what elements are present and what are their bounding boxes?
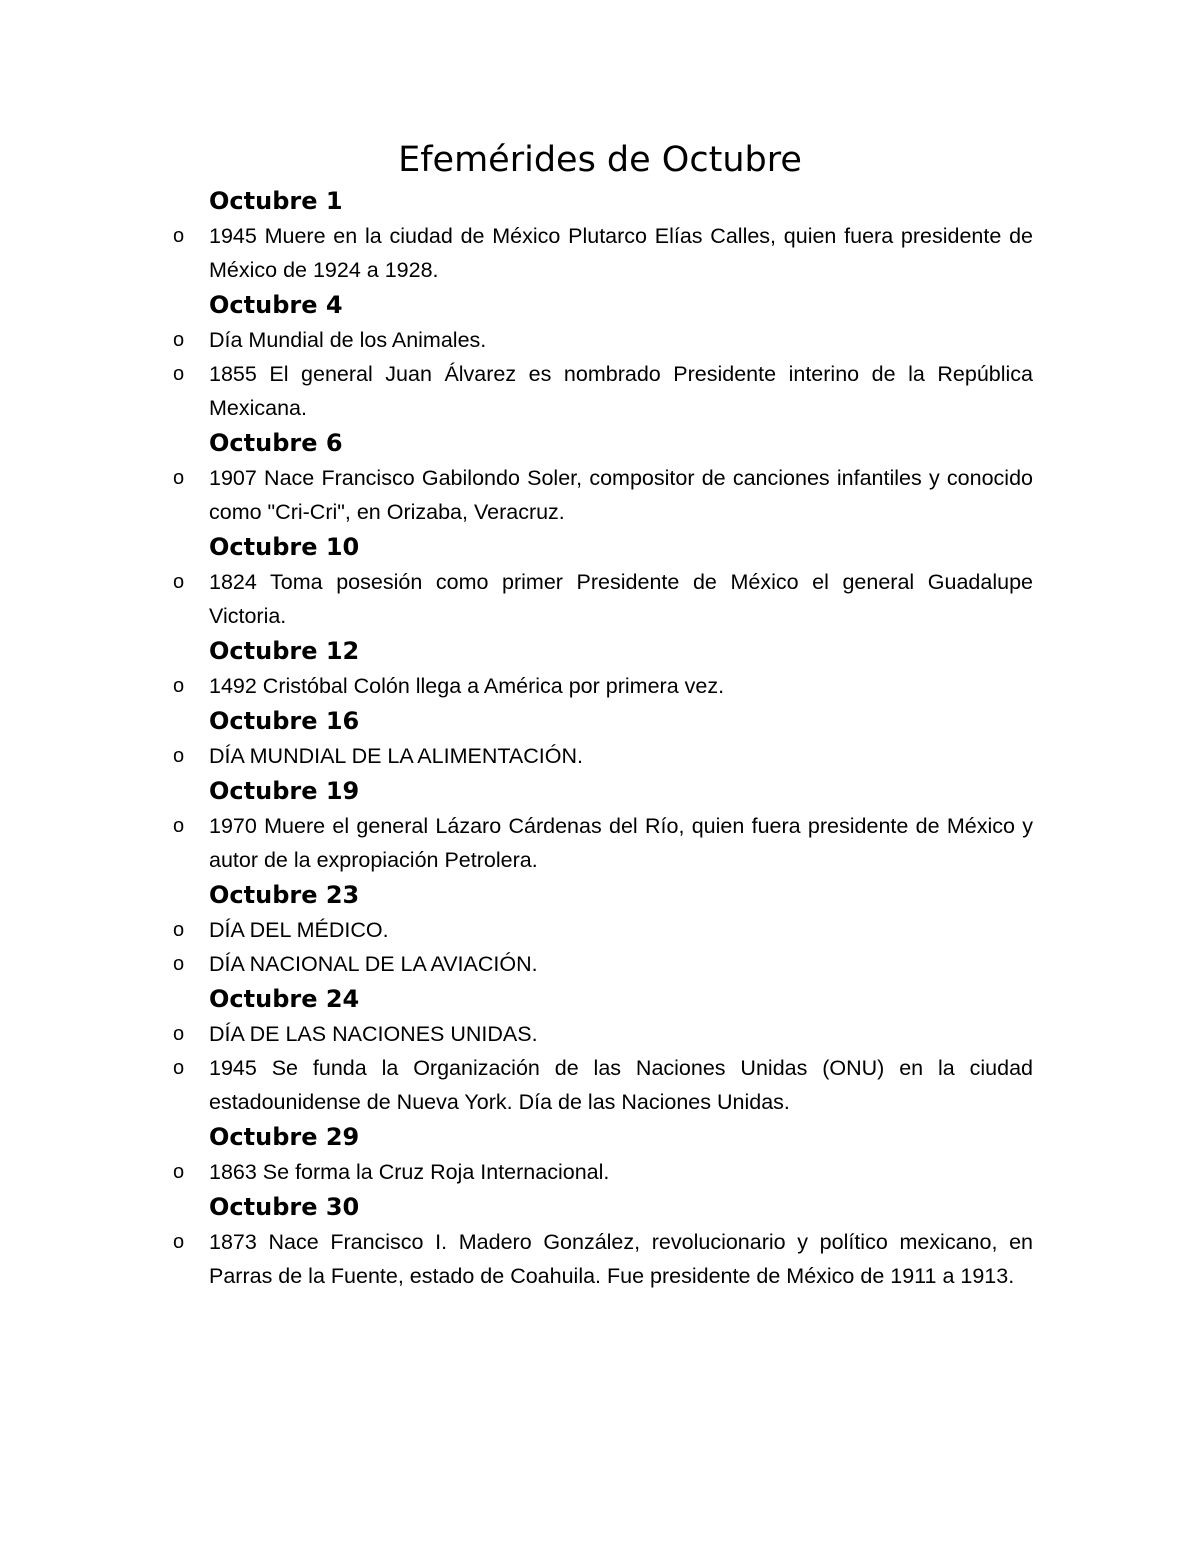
date-section (169, 1189, 1033, 1293)
list-item-text: 1970 Muere el general Lázaro Cárdenas del Río, quien fuera presidente de México y autor de la expropiación Petrolera. (209, 814, 1033, 872)
bullet-icon: o (173, 329, 185, 351)
date-section (169, 633, 1033, 703)
date-section (169, 287, 1033, 425)
list-item-text: DÍA DEL MÉDICO. (209, 918, 389, 942)
list-item-text: Día Mundial de los Animales. (209, 328, 487, 352)
date-section (169, 529, 1033, 633)
date-section (169, 703, 1033, 773)
list-item (169, 947, 1033, 981)
list-item (169, 809, 1033, 877)
bullet-icon: o (173, 815, 185, 837)
list-item-text: 1907 Nace Francisco Gabilondo Soler, compositor de canciones infantiles y conocido como "Cri-Cri", en Orizaba, Veracruz. (209, 466, 1033, 524)
list-item (169, 323, 1033, 357)
ephemerides-list (169, 183, 1033, 1293)
bullet-icon: o (173, 745, 185, 767)
bullet-icon: o (173, 1023, 185, 1045)
list-item (169, 461, 1033, 529)
list-item-text: 1945 Muere en la ciudad de México Plutarco Elías Calles, quien fuera presidente de México de 1924 a 1928. (209, 224, 1033, 282)
list-item-text: 1492 Cristóbal Colón llega a América por primera vez. (209, 674, 725, 698)
bullet-icon: o (173, 1057, 185, 1079)
list-item (169, 1225, 1033, 1293)
list-item-text: 1945 Se funda la Organización de las Naciones Unidas (ONU) en la ciudad estadounidense de Nueva York. Día de las Naciones Unidas. (209, 1056, 1033, 1114)
list-item-text: 1863 Se forma la Cruz Roja Internacional. (209, 1160, 610, 1184)
date-heading: Octubre 6 (209, 429, 343, 457)
date-heading: Octubre 4 (209, 291, 343, 319)
list-item (169, 357, 1033, 425)
list-item (169, 1051, 1033, 1119)
date-section (169, 425, 1033, 529)
date-heading: Octubre 16 (209, 707, 360, 735)
list-item (169, 219, 1033, 287)
bullet-icon: o (173, 363, 185, 385)
date-section (169, 1119, 1033, 1189)
list-item-text: DÍA NACIONAL DE LA AVIACIÓN. (209, 952, 538, 976)
list-item (169, 913, 1033, 947)
list-item-text: 1824 Toma posesión como primer Presidente de México el general Guadalupe Victoria. (209, 570, 1033, 628)
list-item-text: DÍA MUNDIAL DE LA ALIMENTACIÓN. (209, 744, 583, 768)
bullet-icon: o (173, 225, 185, 247)
bullet-icon: o (173, 1161, 185, 1183)
list-item (169, 1017, 1033, 1051)
date-heading: Octubre 29 (209, 1123, 360, 1151)
date-heading: Octubre 12 (209, 637, 360, 665)
bullet-icon: o (173, 1231, 185, 1253)
list-item-text: DÍA DE LAS NACIONES UNIDAS. (209, 1022, 538, 1046)
date-heading: Octubre 24 (209, 985, 360, 1013)
date-heading: Octubre 10 (209, 533, 360, 561)
page-title: Efemérides de Octubre (398, 140, 802, 180)
date-heading: Octubre 30 (209, 1193, 360, 1221)
date-heading: Octubre 23 (209, 881, 360, 909)
list-item-text: 1855 El general Juan Álvarez es nombrado Presidente interino de la República Mexicana. (209, 362, 1033, 420)
bullet-icon: o (173, 953, 185, 975)
list-item (169, 1155, 1033, 1189)
list-item (169, 669, 1033, 703)
bullet-icon: o (173, 571, 185, 593)
date-section (169, 981, 1033, 1119)
bullet-icon: o (173, 675, 185, 697)
date-section (169, 183, 1033, 287)
bullet-icon: o (173, 467, 185, 489)
list-item (169, 565, 1033, 633)
bullet-icon: o (173, 919, 185, 941)
date-heading: Octubre 19 (209, 777, 360, 805)
date-heading: Octubre 1 (209, 187, 343, 215)
list-item-text: 1873 Nace Francisco I. Madero González, revolucionario y político mexicano, en Parras de la Fuente, estado de Coahuila. Fue presidente de México de 1911 a 1913. (209, 1230, 1033, 1288)
date-section (169, 773, 1033, 877)
date-section (169, 877, 1033, 981)
list-item (169, 739, 1033, 773)
